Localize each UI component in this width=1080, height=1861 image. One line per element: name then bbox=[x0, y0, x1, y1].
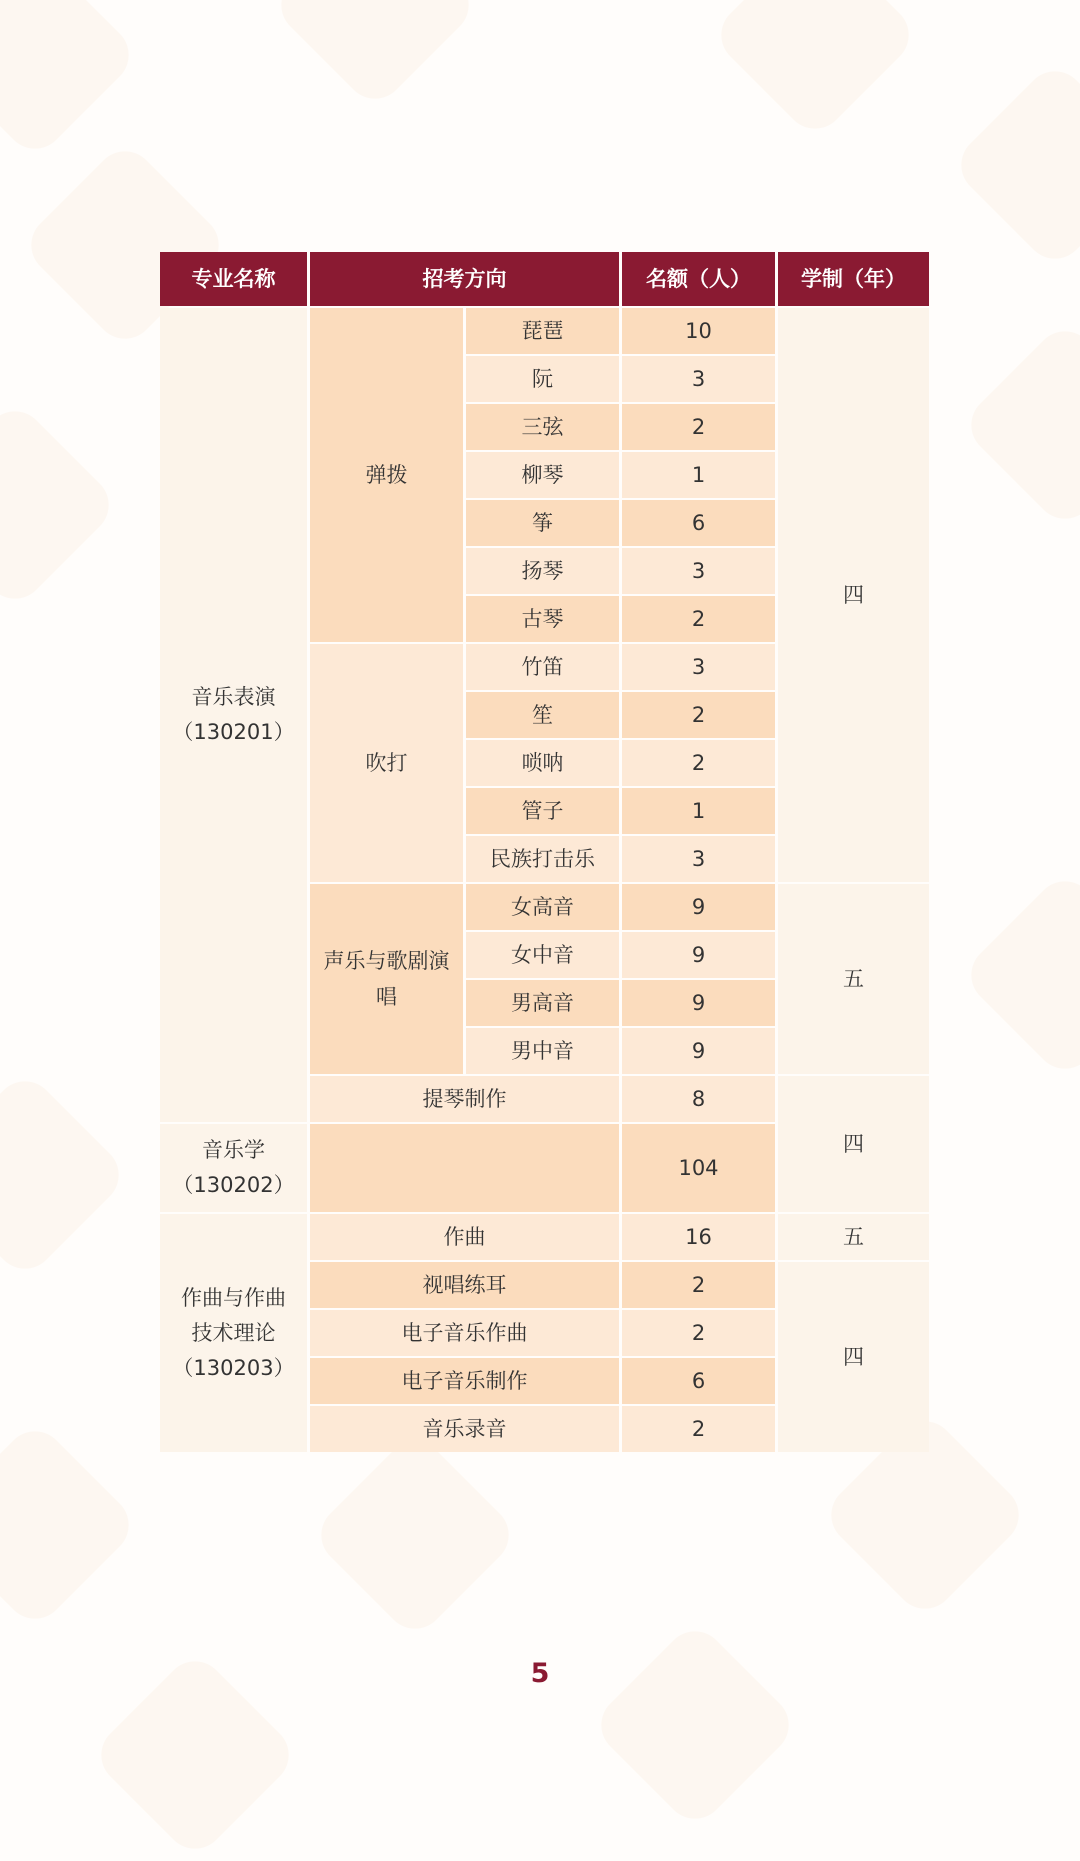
direction-cell: 三弦 bbox=[466, 404, 619, 450]
major-code: （130202） bbox=[172, 1173, 295, 1197]
quota-cell: 1 bbox=[622, 452, 775, 498]
major-name: 音乐表演 bbox=[191, 685, 276, 709]
direction-cell: 男中音 bbox=[466, 1028, 619, 1074]
quota-cell: 2 bbox=[622, 1262, 775, 1308]
quota-cell: 9 bbox=[622, 932, 775, 978]
quota-cell: 6 bbox=[622, 1358, 775, 1404]
direction-cell: 琵琶 bbox=[466, 308, 619, 354]
direction-cell: 古琴 bbox=[466, 596, 619, 642]
page-number: 5 bbox=[530, 1658, 550, 1689]
watermark-shape bbox=[959, 869, 1080, 1081]
duration-cell: 四 bbox=[778, 308, 929, 882]
watermark-shape bbox=[0, 0, 141, 161]
direction-cell: 视唱练耳 bbox=[310, 1262, 619, 1308]
enrollment-table bbox=[160, 252, 920, 1452]
direction-cell: 作曲 bbox=[310, 1214, 619, 1260]
direction-cell: 民族打击乐 bbox=[466, 836, 619, 882]
duration-cell: 五 bbox=[778, 1214, 929, 1260]
direction-cell: 唢呐 bbox=[466, 740, 619, 786]
direction-cell: 扬琴 bbox=[466, 548, 619, 594]
quota-cell: 104 bbox=[622, 1124, 775, 1212]
watermark-shape bbox=[269, 0, 481, 111]
watermark-shape bbox=[589, 1619, 801, 1831]
group-plucked: 弹拨 bbox=[310, 308, 463, 642]
direction-cell: 竹笛 bbox=[466, 644, 619, 690]
quota-cell: 3 bbox=[622, 548, 775, 594]
quota-cell: 16 bbox=[622, 1214, 775, 1260]
direction-cell: 女中音 bbox=[466, 932, 619, 978]
watermark-shape bbox=[0, 399, 121, 611]
quota-cell: 9 bbox=[622, 1028, 775, 1074]
major-code: （130203） bbox=[172, 1355, 295, 1380]
major-name: 作曲与作曲 bbox=[181, 1285, 286, 1310]
direction-cell: 电子音乐作曲 bbox=[310, 1310, 619, 1356]
quota-cell: 2 bbox=[622, 596, 775, 642]
direction-cell bbox=[310, 1124, 619, 1212]
major-musicology bbox=[160, 1124, 307, 1212]
quota-cell: 2 bbox=[622, 740, 775, 786]
direction-cell: 柳琴 bbox=[466, 452, 619, 498]
quota-cell: 6 bbox=[622, 500, 775, 546]
major-name-line2: 技术理论 bbox=[191, 1320, 276, 1345]
quota-cell: 10 bbox=[622, 308, 775, 354]
direction-cell: 管子 bbox=[466, 788, 619, 834]
quota-cell: 9 bbox=[622, 980, 775, 1026]
header-direction: 招考方向 bbox=[310, 252, 619, 306]
direction-cell: 音乐录音 bbox=[310, 1406, 619, 1452]
direction-cell: 男高音 bbox=[466, 980, 619, 1026]
direction-cell: 笙 bbox=[466, 692, 619, 738]
duration-cell: 四 bbox=[778, 1262, 929, 1452]
direction-cell: 女高音 bbox=[466, 884, 619, 930]
quota-cell: 8 bbox=[622, 1076, 775, 1122]
watermark-shape bbox=[0, 1419, 141, 1631]
watermark-shape bbox=[309, 1429, 521, 1641]
quota-cell: 2 bbox=[622, 1406, 775, 1452]
quota-cell: 3 bbox=[622, 356, 775, 402]
direction-cell: 提琴制作 bbox=[310, 1076, 619, 1122]
group-vocal-opera: 声乐与歌剧演唱 bbox=[310, 884, 463, 1074]
quota-cell: 9 bbox=[622, 884, 775, 930]
watermark-shape bbox=[709, 0, 921, 141]
major-composition bbox=[160, 1214, 307, 1452]
major-name: 音乐学 bbox=[202, 1138, 265, 1162]
watermark-shape bbox=[0, 1069, 131, 1281]
watermark-shape bbox=[959, 319, 1080, 531]
major-code: （130201） bbox=[172, 720, 295, 744]
quota-cell: 3 bbox=[622, 644, 775, 690]
duration-cell: 五 bbox=[778, 884, 929, 1074]
header-quota: 名额（人） bbox=[622, 252, 775, 306]
duration-cell: 四 bbox=[778, 1076, 929, 1212]
major-music-performance bbox=[160, 308, 307, 1122]
quota-cell: 2 bbox=[622, 404, 775, 450]
direction-cell: 电子音乐制作 bbox=[310, 1358, 619, 1404]
quota-cell: 1 bbox=[622, 788, 775, 834]
quota-cell: 3 bbox=[622, 836, 775, 882]
direction-cell: 阮 bbox=[466, 356, 619, 402]
header-major: 专业名称 bbox=[160, 252, 307, 306]
direction-cell: 筝 bbox=[466, 500, 619, 546]
header-duration: 学制（年） bbox=[778, 252, 929, 306]
quota-cell: 2 bbox=[622, 1310, 775, 1356]
quota-cell: 2 bbox=[622, 692, 775, 738]
watermark-shape bbox=[949, 59, 1080, 271]
group-wind-percussion: 吹打 bbox=[310, 644, 463, 882]
